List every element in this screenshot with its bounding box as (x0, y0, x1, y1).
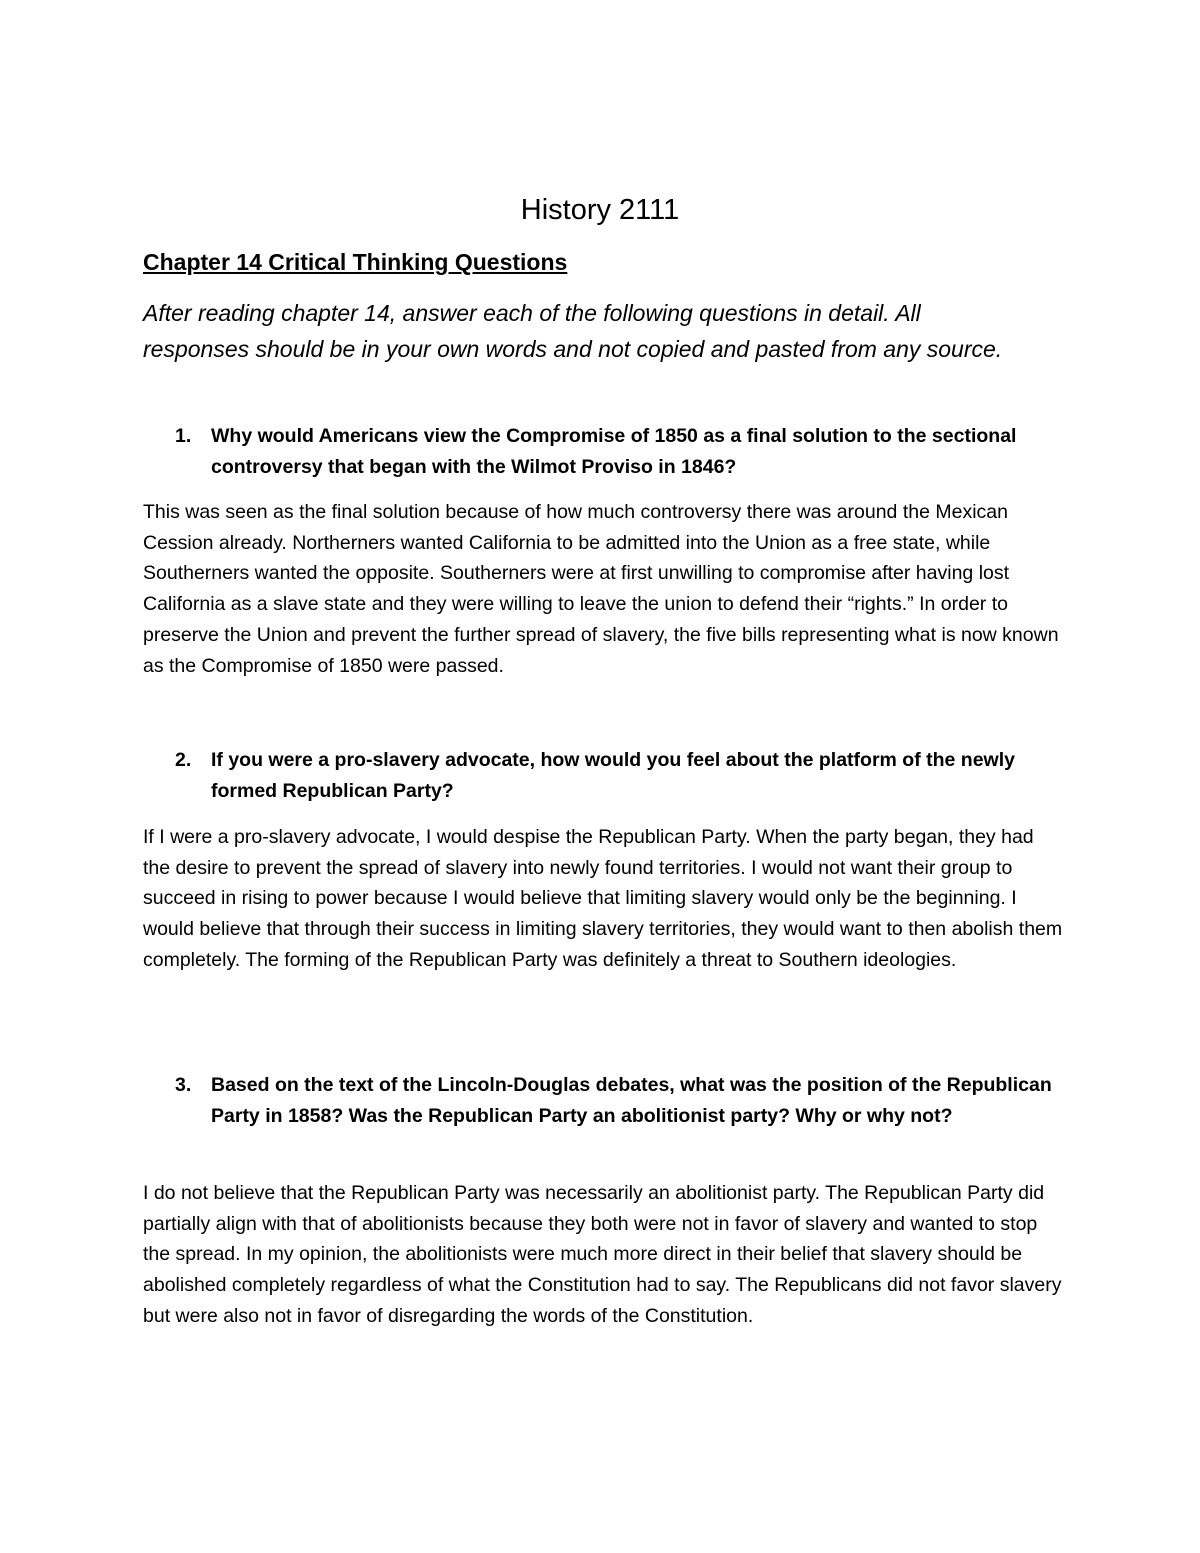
answer-1: This was seen as the final solution because of how much controversy there was around the Mexican Cession already. Northerners wanted California to be admitted into the Union as a free state, while Southerners wanted the opposite. Southerners were at first unwilling to compromise after having lost California as a slave state and they were willing to leave the union to defend their “rights.” In order to preserve the Union and prevent the further spread of slavery, the five bills representing what is now known as the Compromise of 1850 were passed. (143, 501, 1059, 677)
document-title: History 2111 (520, 194, 680, 226)
question-2-number: 2. (175, 749, 192, 771)
question-3-text: Based on the text of the Lincoln-Douglas debates, what was the position of the Republican Party in 1858? Was the Republican Party an abolitionist party? Why or why not? (211, 1074, 1052, 1127)
answer-2: If I were a pro-slavery advocate, I would despise the Republican Party. When the party began, they had the desire to prevent the spread of slavery into newly found territories. I would not want their group to succeed in rising to power because I would believe that limiting slavery would only be the beginning. I would believe that through their success in limiting slavery territories, they would want to then abolish them completely. The forming of the Republican Party was definitely a threat to Southern ideologies. (143, 826, 1063, 971)
question-1-text: Why would Americans view the Compromise of 1850 as a final solution to the sectional controversy that began with the Wilmot Proviso in 1846? (211, 425, 1017, 478)
instructions-paragraph: After reading chapter 14, answer each of the following questions in detail. All responses should be in your own words and not copied and pasted from any source. (143, 300, 1003, 362)
document-subtitle: Chapter 14 Critical Thinking Questions (143, 249, 568, 275)
question-3 (143, 1070, 1063, 1132)
question-2 (143, 745, 1063, 807)
question-3-number: 3. (175, 1074, 192, 1096)
question-1-number: 1. (175, 425, 192, 447)
question-1 (143, 421, 1063, 483)
answer-3: I do not believe that the Republican Party was necessarily an abolitionist party. The Republican Party did partially align with that of abolitionists because they both were not in favor of slavery and wanted to stop the spread. In my opinion, the abolitionists were much more direct in their belief that slavery should be abolished completely regardless of what the Constitution had to say. The Republicans did not favor slavery but were also not in favor of disregarding the words of the Constitution. (143, 1182, 1062, 1327)
question-2-text: If you were a pro-slavery advocate, how would you feel about the platform of the newly formed Republican Party? (211, 749, 1015, 802)
